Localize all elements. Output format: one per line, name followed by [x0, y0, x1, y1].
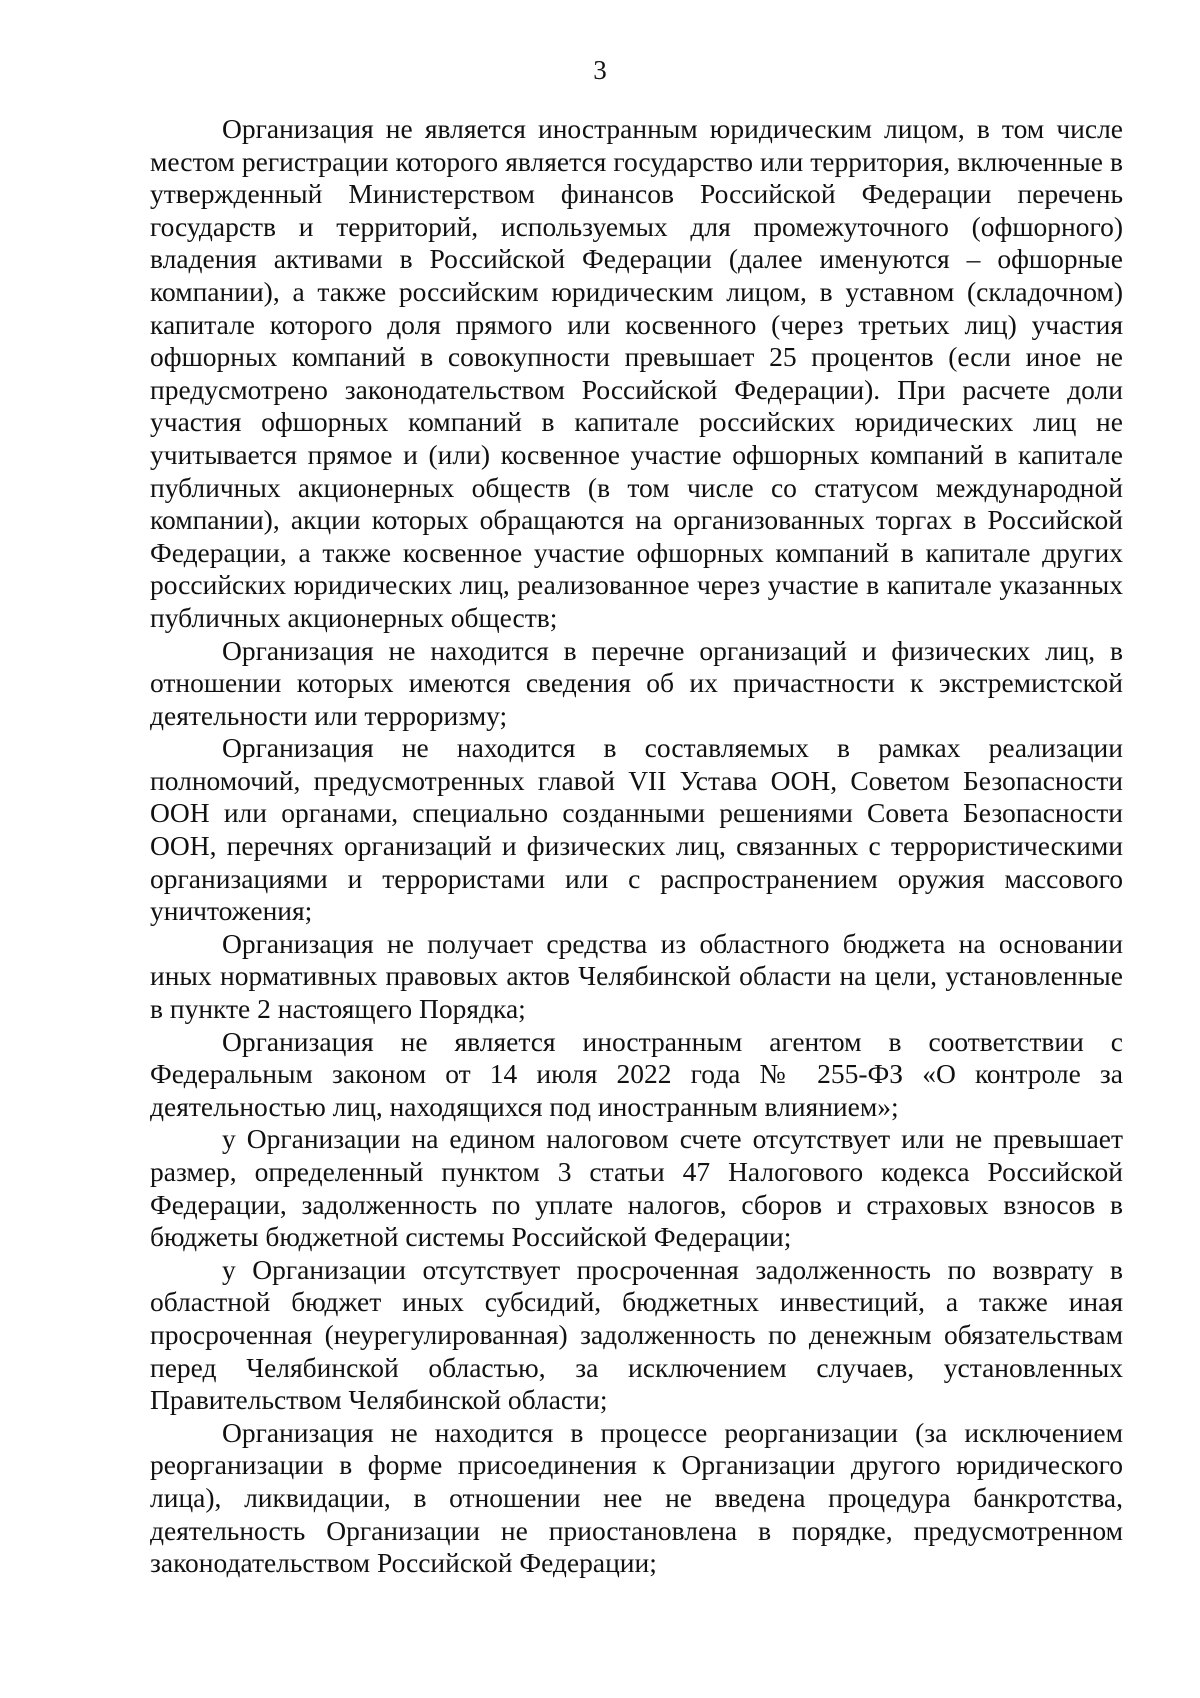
paragraph-un-security-council-lists: Организация не находится в составляемых в рамках реализации полномочий, предусмотренных главой VII Устава ООН, Советом Безопасности ООН или органами, специально созданными решениями Совета Безопасности ООН, перечнях организаций и физических лиц, связанных с террористическими организациями и террористами или с распространением оружия массового уничтожения;: [150, 732, 1123, 927]
paragraph-reorganization: Организация не находится в процессе реорганизации (за исключением реорганизации в форме присоединения к Организации другого юридического лица), ликвидации, в отношении нее не введена процедура банкротства, деятельность Организации не приостановлена в порядке, предусмотренном законодательством Российской Федерации;: [150, 1416, 1123, 1579]
paragraph-foreign-agent: Организация не является иностранным агентом в соответствии с Федеральным законом от 14 июля 2022 года № 255-ФЗ «О контроле за деятельностью лиц, находящихся под иностранным влиянием»;: [150, 1025, 1123, 1122]
paragraph-regional-budget-funds: Организация не получает средства из областного бюджета на основании иных нормативных правовых актов Челябинской области на цели, установленные в пункте 2 настоящего Порядка;: [150, 927, 1123, 1025]
paragraph-overdue-debt: у Организации отсутствует просроченная задолженность по возврату в областной бюджет иных субсидий, бюджетных инвестиций, а также иная просроченная (неурегулированная) задолженность по денежным обязательствам перед Челябинской областью, за исключением случаев, установленных Правительством Челябинской области;: [150, 1253, 1123, 1416]
paragraph-extremism-list: Организация не находится в перечне организаций и физических лиц, в отношении которых имеются сведения об их причастности к экстремистской деятельности или терроризму;: [150, 634, 1123, 731]
document-body: [150, 113, 1123, 1580]
paragraph-tax-debt: у Организации на едином налоговом счете отсутствует или не превышает размер, определенный пунктом 3 статьи 47 Налогового кодекса Российской Федерации, задолженность по уплате налогов, сборов и страховых взносов в бюджеты бюджетной системы Российской Федерации;: [150, 1123, 1123, 1253]
page-number: 3: [593, 55, 607, 85]
paragraph-offshore-companies: Организация не является иностранным юридическим лицом, в том числе местом регистрации которого является государство или территория, включенные в утвержденный Министерством финансов Российской Федерации перечень государств и территорий, используемых для промежуточного (офшорного) владения активами в Российской Федерации (далее именуются – офшорные компании), а также российским юридическим лицом, в уставном (складочном) капитале которого доля прямого или косвенного (через третьих лиц) участия офшорных компаний в совокупности превышает 25 процентов (если иное не предусмотрено законодательством Российской Федерации). При расчете доли участия офшорных компаний в капитале российских юридических лиц не учитывается прямое и (или) косвенное участие офшорных компаний в капитале публичных акционерных обществ (в том числе со статусом международной компании), акции которых обращаются на организованных торгах в Российской Федерации, а также косвенное участие офшорных компаний в капитале других российских юридических лиц, реализованное через участие в капитале указанных публичных акционерных обществ;: [150, 113, 1123, 633]
